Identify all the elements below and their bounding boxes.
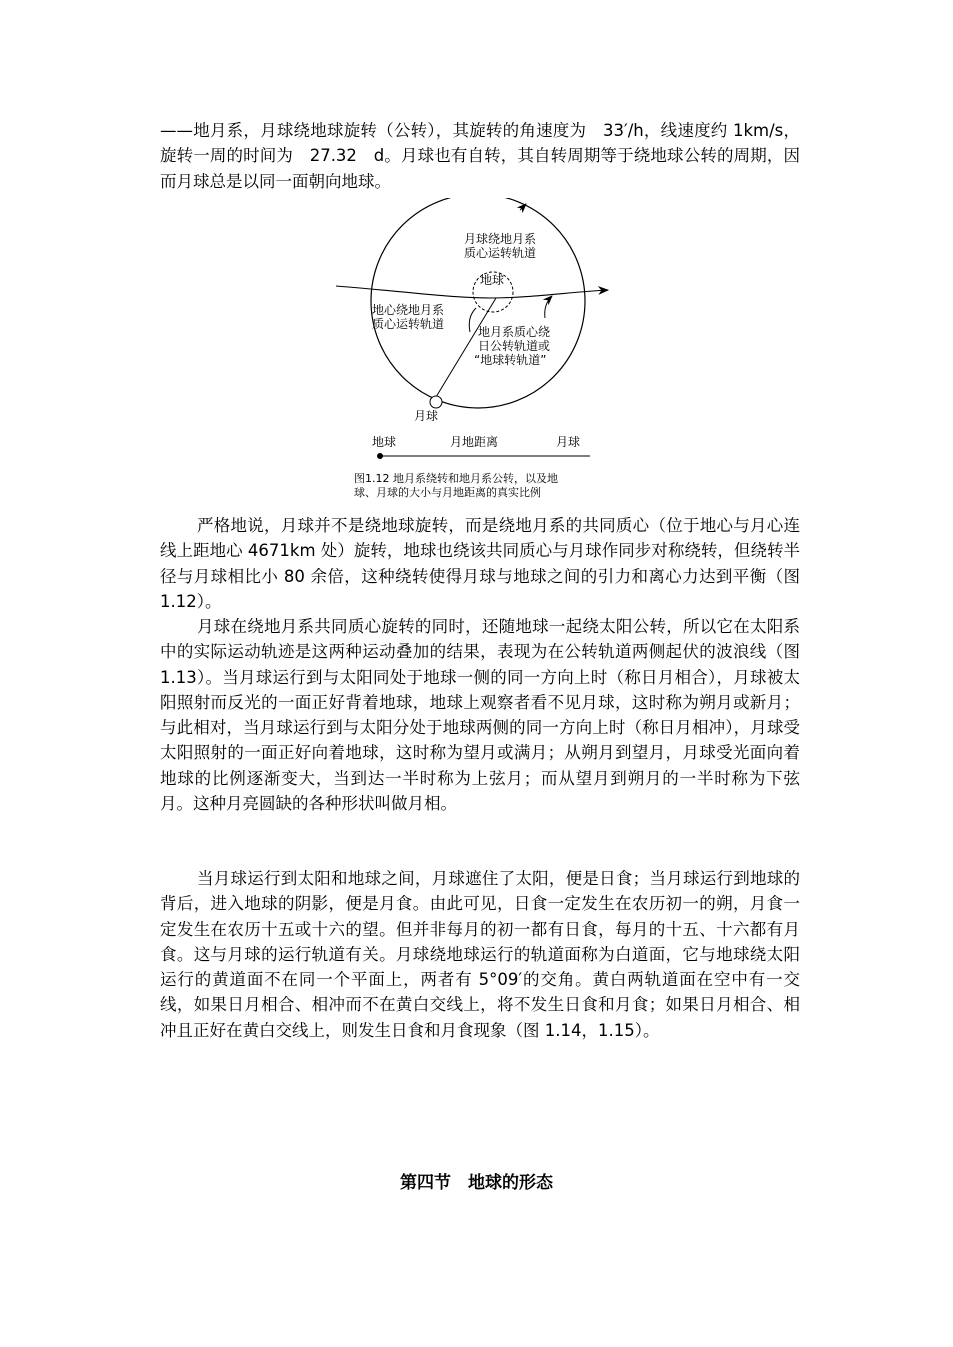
figure-caption bbox=[354, 472, 634, 500]
scale-label-earth: 地球 bbox=[372, 435, 397, 449]
scale-earth-dot bbox=[377, 453, 383, 459]
paragraph-eclipses: 当月球运行到太阳和地球之间，月球遮住了太阳，便是日食；当月球运行到地球的背后，进入地球的阴影，便是月食。由此可见，日食一定发生在农历初一的朔，月食一定发生在农历十五或十六的望。但并非每月的初一都有日食，每月的十五、十六都有月食。这与月球的运行轨道有关。月球绕地球运行的轨道面称为白道面，它与地球绕太阳运行的黄道面不在同一个平面上，两者有 5°09′的交角。黄白两轨道面在空中有一交线，如果日月相合、相冲而不在黄白交线上，将不发生日食和月食；如果日月相合、相冲且正好在黄白交线上，则发生日食和月食现象（图 1.14，1.15）。 bbox=[160, 869, 800, 1040]
label-barycenter-3: “地球转轨道” bbox=[474, 353, 547, 367]
paragraph-earth-moon-system: ——地月系，月球绕地球旋转（公转），其旋转的角速度为 33′/h，线速度约 1km/s，旋转一周的时间为 27.32 d。月球也有自转，其自转周期等于绕地球公转的周期，因而月球总是以同一面朝向地球。 bbox=[160, 121, 800, 191]
pointer-earth-center bbox=[469, 308, 476, 332]
earth-moon-orbit-diagram bbox=[330, 198, 620, 506]
figure-1-12 bbox=[330, 198, 620, 506]
paragraph-moon-phases: 月球在绕地月系共同质心旋转的同时，还随地球一起绕太阳公转，所以它在太阳系中的实际运动轨迹是这两种运动叠加的结果，表现为在公转轨道两侧起伏的波浪线（图 1.13）。当月球运行到与太阳同处于地球一侧的同一方向上时（称日月相合），月球被太阳照射而反光的一面正好背着地球，地球上观察者看不见月球，这时称为朔月或新月；与此相对，当月球运行到与太阳分处于地球两侧的同一方向上时（称日月相冲），月球受太阳照射的一面正好向着地球，这时称为望月或满月；从朔月到望月，月球受光面向着地球的比例逐渐变大，当到达一半时称为上弦月；而从望月到朔月的一半时称为下弦月。这种月亮圆缺的各种形状叫做月相。 bbox=[160, 617, 800, 814]
label-earth-center-orbit-2: 质心运转轨道 bbox=[372, 317, 445, 331]
label-earth-center: 地球 bbox=[480, 273, 505, 287]
scale-label-moon: 月球 bbox=[556, 435, 581, 449]
label-moon-orbit-2: 质心运转轨道 bbox=[464, 246, 537, 260]
label-earth-center-orbit-1: 地心绕地月系 bbox=[372, 303, 445, 317]
pointer-barycenter bbox=[545, 296, 552, 318]
moon-orbit-arrow bbox=[520, 204, 526, 210]
caption-line-1: 图1.12 地月系绕转和地月系公转，以及地 bbox=[354, 472, 558, 485]
caption-line-2: 球、月球的大小与月地距离的真实比例 bbox=[354, 486, 541, 499]
scale-label-distance: 月地距离 bbox=[450, 435, 499, 449]
label-moon-orbit-1: 月球绕地月系 bbox=[464, 232, 537, 246]
moon-circle bbox=[430, 396, 442, 408]
section-title: 第四节 地球的形态 bbox=[400, 1173, 553, 1193]
label-barycenter-2: 日公转轨道或 bbox=[478, 339, 551, 353]
label-moon: 月球 bbox=[414, 409, 439, 423]
revolution-path-line bbox=[336, 286, 608, 298]
label-barycenter-1: 地月系质心绕 bbox=[478, 325, 551, 339]
paragraph-barycenter: 严格地说，月球并不是绕地球旋转，而是绕地月系的共同质心（位于地心与月心连线上距地心 4671km 处）旋转，地球也绕该共同质心与月球作同步对称绕转，但绕转半径与月球相比小 80 余倍，这种绕转使得月球与地球之间的引力和离心力达到平衡（图 1.12）。 bbox=[160, 516, 800, 611]
